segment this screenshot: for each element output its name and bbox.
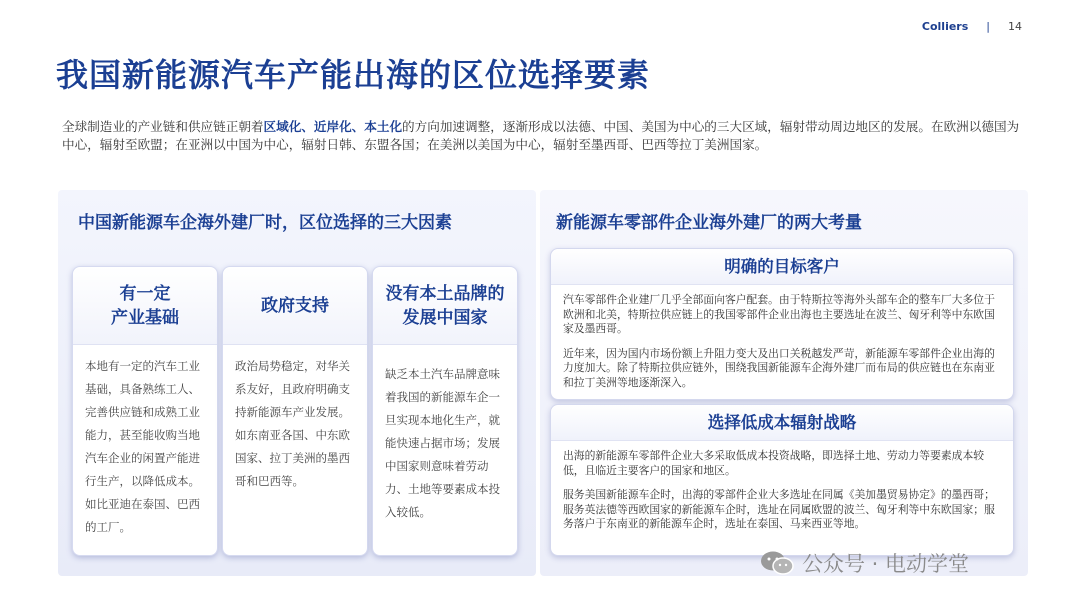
card-heading: 选择低成本辐射战略 bbox=[551, 405, 1013, 441]
left-panel-title: 中国新能源车企海外建厂时，区位选择的三大因素 bbox=[78, 213, 452, 233]
intro-text-1: 全球制造业的产业链和供应链正朝着 bbox=[62, 119, 264, 134]
card-paragraph: 服务美国新能源车企时，出海的零部件企业大多选址在同属《美加墨贸易协定》的墨西哥；服务英法德等西欧国家的新能源车企时，选址在同属欧盟的波兰、匈牙利等中东欧国家；服务落户于东南亚的新能源车企时，选址在泰国、马来西亚等地。 bbox=[563, 488, 995, 530]
intro-highlight: 区域化、近岸化、本土化 bbox=[263, 119, 403, 134]
factor-body: 缺乏本土汽车品牌意味着我国的新能源车企一旦实现本地化生产，就能快速占据市场；发展中国家则意味着劳动力、土地等要素成本投入较低。 bbox=[385, 367, 500, 519]
factor-card-industry-base bbox=[72, 266, 218, 556]
watermark bbox=[760, 548, 969, 578]
factor-heading-line1: 有一定 bbox=[119, 283, 171, 304]
page-number: 14 bbox=[1008, 20, 1022, 33]
factor-heading bbox=[223, 267, 367, 345]
intro-text-2: 的方向加速调整，逐渐形成以法德、中国、美国为中心的三大区域，辐射带动周边地区的发展。在欧洲以德国为中心，辐射至欧盟；在亚洲以中国为中心，辐射日韩、东盟各国；在美洲以美国为中心，辐射至墨西哥、巴西等拉丁美洲国家。 bbox=[62, 119, 1020, 152]
brand-logo-text: Colliers bbox=[921, 20, 969, 33]
header-separator: | bbox=[986, 20, 990, 33]
right-panel bbox=[540, 190, 1028, 576]
factor-body: 政治局势稳定，对华关系友好，且政府明确支持新能源车产业发展。如东南亚各国、中东欧国家、拉丁美洲的墨西哥和巴西等。 bbox=[235, 359, 350, 488]
factor-body: 本地有一定的汽车工业基础，具备熟练工人、完善供应链和成熟工业能力，甚至能收购当地汽车企业的闲置产能进行生产，以降低成本。如比亚迪在泰国、巴西的工厂。 bbox=[85, 359, 200, 534]
card-heading: 明确的目标客户 bbox=[551, 249, 1013, 285]
factor-heading bbox=[373, 267, 517, 345]
factor-heading-line2: 产业基础 bbox=[111, 307, 179, 328]
header bbox=[922, 20, 1022, 33]
right-panel-title: 新能源车零部件企业海外建厂的两大考量 bbox=[556, 213, 862, 233]
card-paragraph: 近年来，因为国内市场份额上升阻力变大及出口关税越发严苛，新能源车零部件企业出海的力度加大。除了特斯拉供应链外，围绕我国新能源车企海外建厂而布局的供应链也在东南亚和拉丁美洲等地逐渐深入。 bbox=[563, 346, 995, 389]
wechat-icon bbox=[760, 550, 794, 576]
card-body bbox=[551, 441, 1013, 532]
card-body bbox=[551, 285, 1013, 390]
card-paragraph: 汽车零部件企业建厂几乎全部面向客户配套。由于特斯拉等海外头部车企的整车厂大多位于欧洲和北美，特斯拉供应链上的我国零部件企业出海也主要选址在波兰、匈牙利等中东欧国家及墨西哥。 bbox=[563, 293, 995, 335]
consideration-card-low-cost-strategy bbox=[550, 404, 1014, 556]
page-title: 我国新能源汽车产能出海的区位选择要素 bbox=[56, 56, 651, 94]
factor-heading-line1: 没有本土品牌的 bbox=[385, 283, 505, 304]
factor-card-government-support bbox=[222, 266, 368, 556]
factor-heading bbox=[73, 267, 217, 345]
watermark-text: 公众号 · 电动学堂 bbox=[802, 552, 970, 576]
factor-card-developing-countries bbox=[372, 266, 518, 556]
factor-heading-line1: 政府支持 bbox=[261, 295, 329, 316]
consideration-card-target-customers bbox=[550, 248, 1014, 400]
factor-heading-line2: 发展中国家 bbox=[402, 307, 488, 328]
card-paragraph: 出海的新能源车零部件企业大多采取低成本投资战略，即选择土地、劳动力等要素成本较低，且临近主要客户的国家和地区。 bbox=[563, 449, 985, 477]
left-panel bbox=[58, 190, 536, 576]
intro-paragraph bbox=[62, 118, 1030, 154]
